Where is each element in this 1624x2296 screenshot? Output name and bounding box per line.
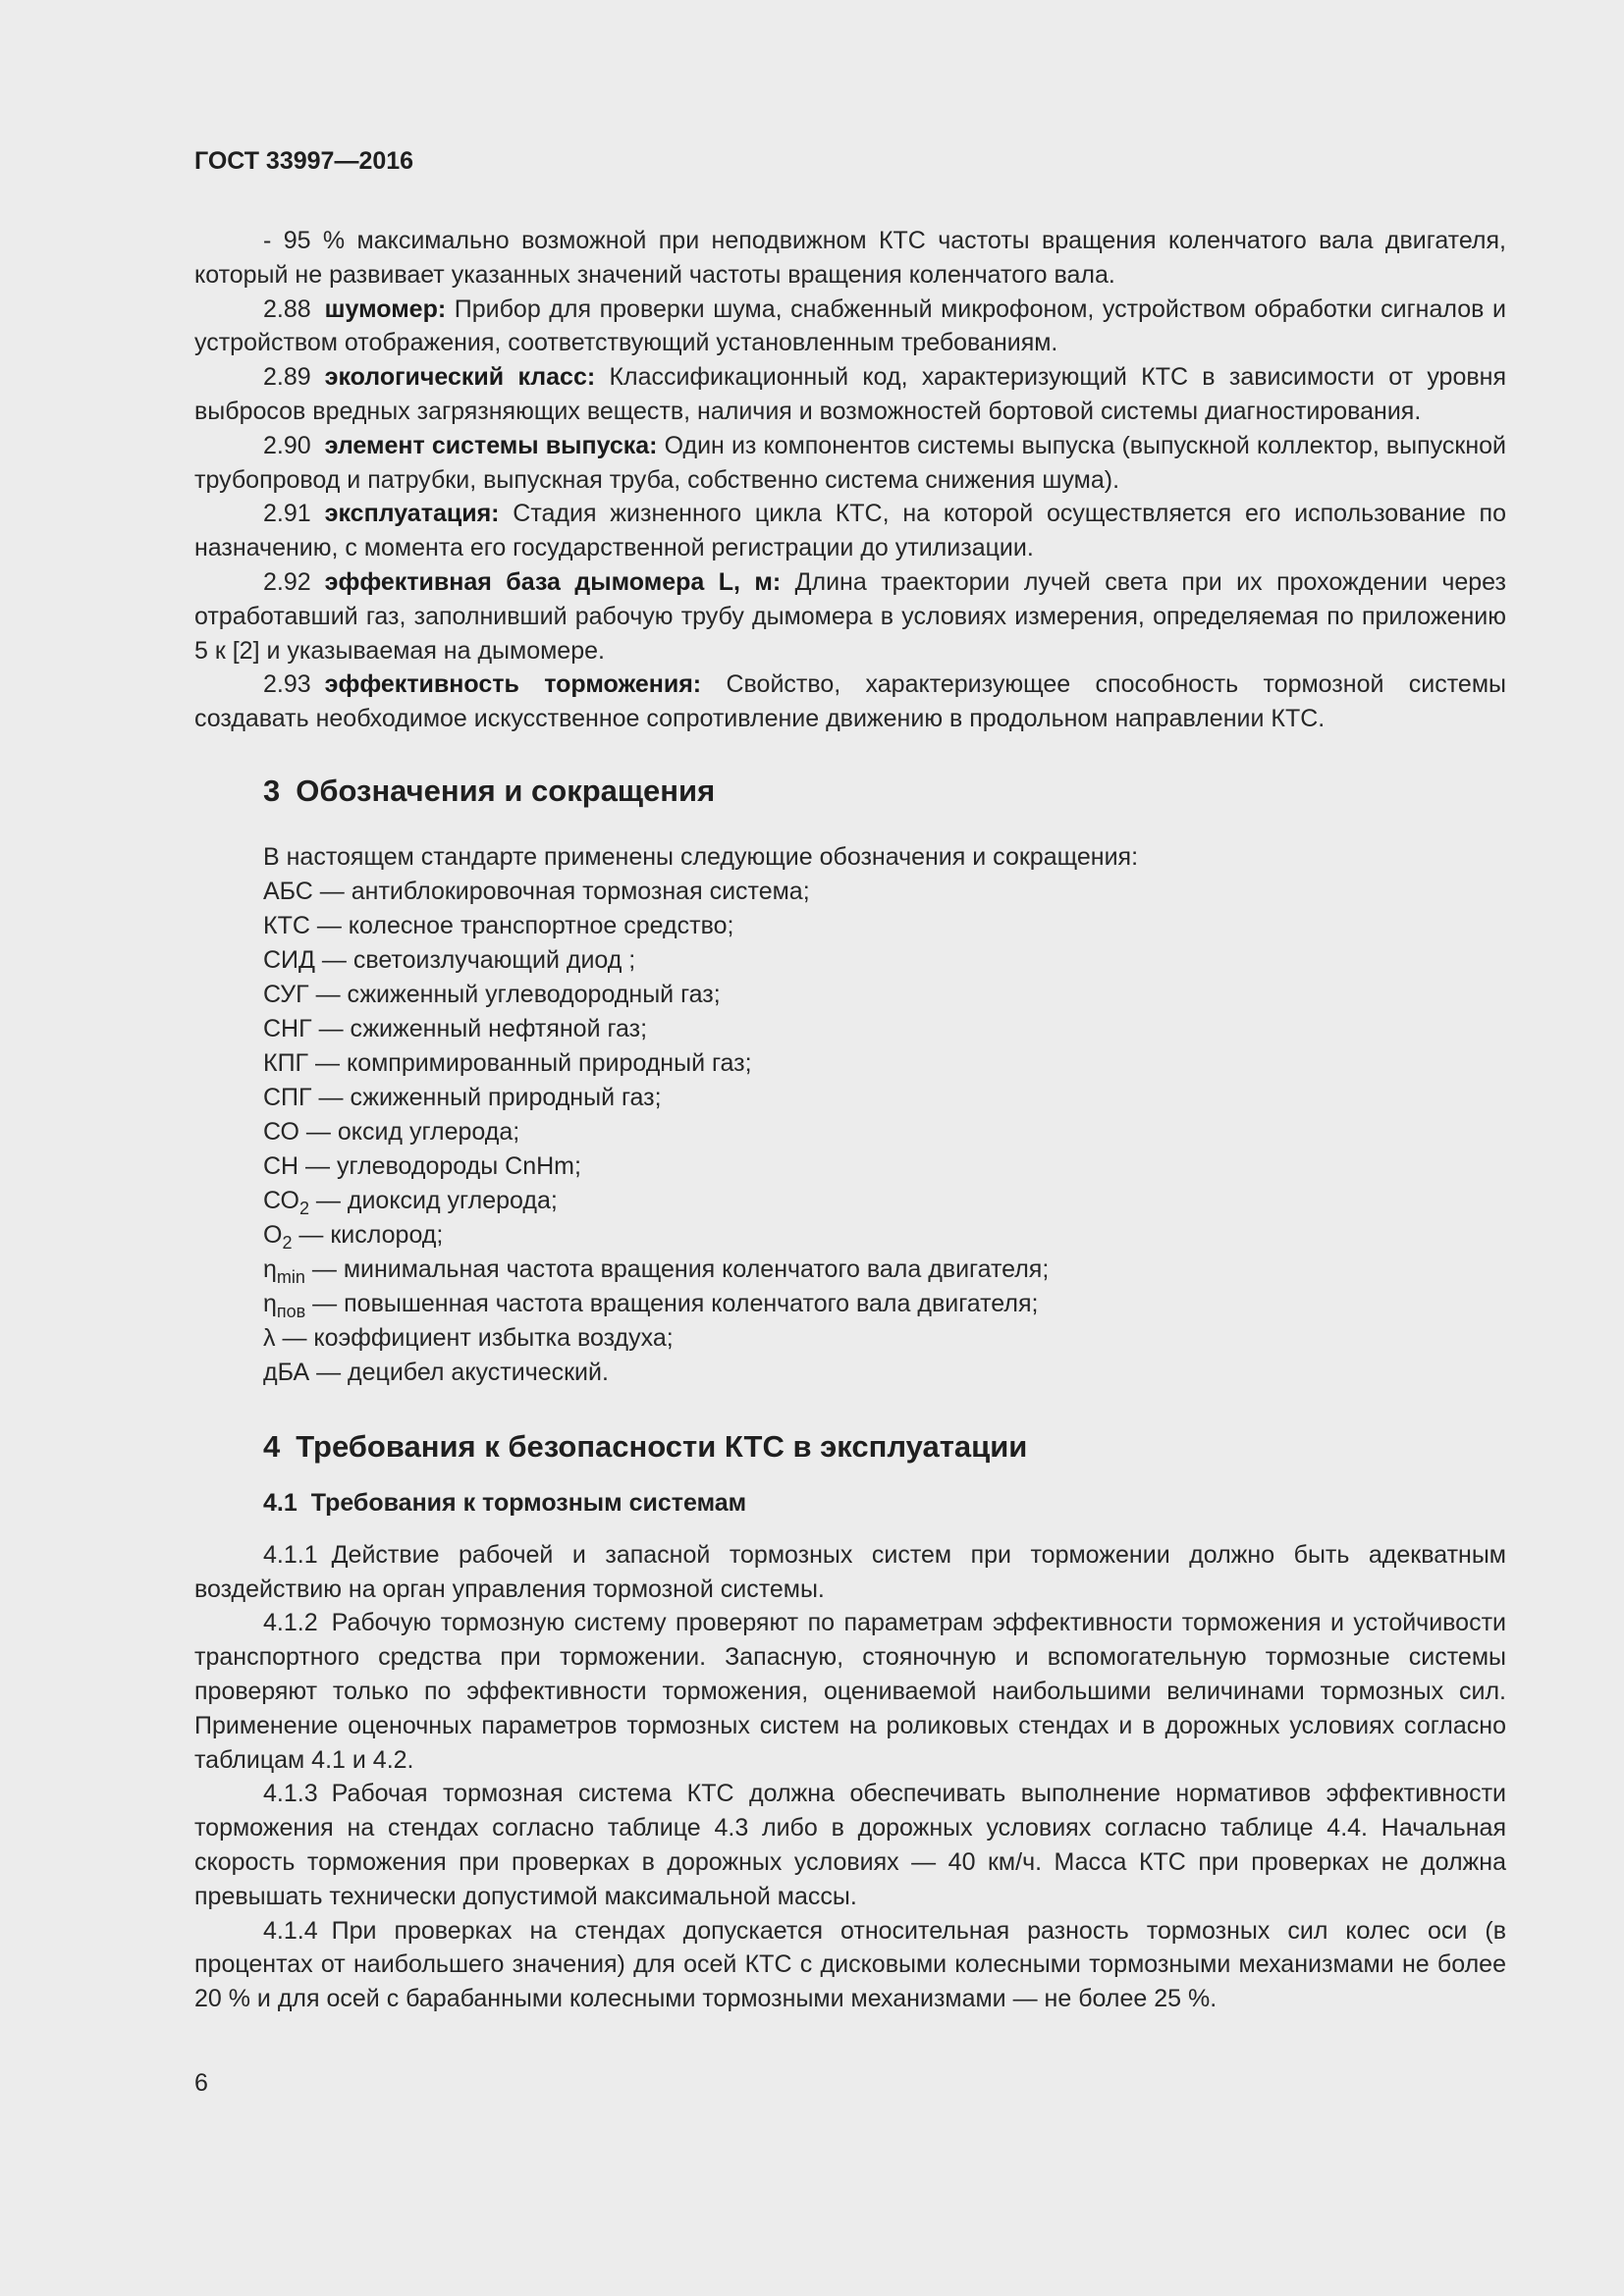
definition-2-93 [194, 667, 1506, 736]
abbreviation-meaning: — оксид углерода; [298, 1117, 520, 1146]
definition-2-90 [194, 429, 1506, 498]
abbreviation-meaning: — светоизлучающий диод ; [314, 945, 636, 974]
abbreviation-meaning: — коэффициент избытка воздуха; [275, 1323, 674, 1352]
definition-number: 2.93 [263, 670, 311, 699]
abbreviation: КТС [263, 911, 310, 939]
clause-4-1-3 [194, 1777, 1506, 1913]
list-item [263, 1081, 1506, 1115]
list-item [263, 1218, 1506, 1253]
clause-4-1-1 [194, 1538, 1506, 1607]
abbreviation: О [263, 1220, 283, 1249]
list-item [263, 1012, 1506, 1046]
clause-number: 4.1.4 [263, 1916, 318, 1945]
definition-number: 2.91 [263, 500, 311, 528]
abbreviation-subscript: min [276, 1266, 305, 1287]
definition-number: 2.92 [263, 567, 311, 596]
clause-4-1-4 [194, 1914, 1506, 2016]
document-body [194, 224, 1506, 2016]
abbreviation: СУГ [263, 980, 309, 1008]
abbreviation: СО [263, 1117, 299, 1146]
abbreviation-subscript: пов [276, 1301, 306, 1321]
abbreviation-intro: В настоящем стандарте применены следующие обозначения и сокращения: [263, 842, 1139, 871]
abbreviation-subscript: 2 [282, 1232, 293, 1253]
clause-4-1-2 [194, 1606, 1506, 1777]
subsection-4-1-heading [194, 1486, 1506, 1521]
definition-term: элемент системы выпуска: [324, 431, 658, 459]
abbreviation: СНГ [263, 1014, 312, 1042]
definition-term: эксплуатация: [324, 500, 500, 528]
list-item [263, 978, 1506, 1012]
definition-2-91 [194, 497, 1506, 565]
clause-text: Рабочая тормозная система КТС должна обеспечивать выполнение нормативов эффективности торможения на стендах согласно таблице 4.3 либо в дорожных условиях согласно таблице 4.4. Начальная скорость торможения при проверках в дорожных условиях — 40 км/ч. Масса КТС при проверках не должна превышать технически допустимой максимальной массы. [194, 1780, 1506, 1910]
abbreviation: СИД [263, 945, 315, 974]
definition-text: Стадия жизненного цикла КТС, на которой осуществляется его использование по назначению, с момента его государственной регистрации до утилизации. [194, 500, 1506, 562]
definition-text: Свойство, характеризующее способность тормозной системы создавать необходимое искусственное сопротивление движению в продольном направлении КТС. [194, 670, 1506, 733]
abbreviation-list [194, 840, 1506, 1390]
list-item [263, 875, 1506, 909]
definition-text: Прибор для проверки шума, снабженный микрофоном, устройством обработки сигналов и устройством отображения, соответствующий установленным требованиям. [194, 294, 1506, 357]
definition-number: 2.90 [263, 431, 311, 459]
abbreviation-meaning: — сжиженный углеводородный газ; [308, 980, 721, 1008]
abbreviation-meaning: — сжиженный природный газ; [311, 1083, 662, 1111]
list-item [263, 1149, 1506, 1184]
abbreviation: дБА [263, 1358, 310, 1386]
abbreviation: η [263, 1289, 277, 1317]
definition-number: 2.89 [263, 363, 311, 392]
list-item [263, 1184, 1506, 1218]
clause-text: Действие рабочей и запасной тормозных систем при торможении должно быть адекватным воздействию на орган управления тормозной системы. [194, 1540, 1506, 1603]
clause-text: Рабочую тормозную систему проверяют по параметрам эффективности торможения и устойчивости транспортного средства при торможении. Запасную, стояночную и вспомогательную тормозные системы проверяют только по эффективности торможения, оцениваемой наибольшими величинами тормозных сил. Применение оценочных параметров тормозных систем на роликовых стендах и в дорожных условиях согласно таблицам 4.1 и 4.2. [194, 1609, 1506, 1774]
definition-term: шумомер: [324, 294, 447, 323]
abbreviation-meaning: — компримированный природный газ; [308, 1048, 752, 1077]
abbreviation-meaning: — повышенная частота вращения коленчатого вала двигателя; [305, 1289, 1039, 1317]
abbreviation: АБС [263, 877, 313, 905]
abbreviation: η [263, 1255, 277, 1283]
abbreviation-meaning: — антиблокировочная тормозная система; [312, 877, 810, 905]
definition-2-88 [194, 293, 1506, 361]
definition-2-92 [194, 565, 1506, 667]
abbreviation-meaning: — минимальная частота вращения коленчатого вала двигателя; [304, 1255, 1050, 1283]
abbreviation: СПГ [263, 1083, 312, 1111]
section-title: Обозначения и сокращения [296, 773, 716, 808]
clause-number: 4.1.1 [263, 1540, 318, 1569]
definition-continuation: - 95 % максимально возможной при неподвижном КТС частоты вращения коленчатого вала двигателя, который не развивает указанных значений частоты вращения коленчатого вала. [194, 227, 1506, 289]
list-item [263, 1046, 1506, 1081]
list-item [263, 1115, 1506, 1149]
list-item [263, 943, 1506, 978]
definition-text: Классификационный код, характеризующий КТС в зависимости от уровня выбросов вредных загрязняющих веществ, наличия и возможностей бортовой системы диагностирования. [194, 363, 1506, 425]
abbreviation-meaning: — кислород; [292, 1220, 444, 1249]
definition-2-89 [194, 360, 1506, 429]
definition-term: эффективная база дымомера L, м: [324, 567, 782, 596]
definition-text: Один из компонентов системы выпуска (выпускной коллектор, выпускной трубопровод и патрубки, выпускная труба, собственно система снижения шума). [194, 431, 1506, 494]
abbreviation-meaning: — сжиженный нефтяной газ; [311, 1014, 648, 1042]
abbreviation-meaning: — углеводороды CnHm; [298, 1151, 581, 1180]
abbreviation: СО [263, 1186, 299, 1214]
abbreviation-subscript: 2 [298, 1198, 309, 1218]
section-number: 3 [263, 773, 281, 808]
clause-number: 4.1.3 [263, 1780, 318, 1808]
definition-term: экологический класс: [324, 363, 596, 392]
list-item [263, 1356, 1506, 1390]
abbreviation-meaning: — децибел акустический. [309, 1358, 609, 1386]
section-title: Требования к безопасности КТС в эксплуатации [296, 1428, 1028, 1464]
abbreviation-meaning: — диоксид углерода; [308, 1186, 558, 1214]
list-item [263, 1287, 1506, 1321]
list-item [263, 1253, 1506, 1287]
page-number: 6 [194, 2069, 208, 2097]
definition-text: Длина траектории лучей света при их прохождении через отработавший газ, заполнивший рабочую трубу дымомера в условиях измерения, определяемая по приложению 5 к [2] и указываемая на дымомере. [194, 567, 1506, 665]
abbreviation: СН [263, 1151, 299, 1180]
section-number: 4 [263, 1428, 281, 1464]
subsection-title: Требования к тормозным системам [310, 1488, 747, 1517]
section-4-heading [194, 1427, 1506, 1467]
clause-number: 4.1.2 [263, 1609, 318, 1637]
subsection-number: 4.1 [263, 1488, 298, 1517]
section-3-heading [194, 772, 1506, 811]
definition-number: 2.88 [263, 294, 311, 323]
clause-text: При проверках на стендах допускается относительная разность тормозных сил колес оси (в процентах от наибольшего значения) для осей КТС с дисковыми колесными тормозными механизмами не более 20 % и для осей с барабанными колесными тормозными механизмами — не более 25 %. [194, 1916, 1506, 2013]
list-item [263, 1321, 1506, 1356]
abbreviation-meaning: — колесное транспортное средство; [309, 911, 734, 939]
list-item [263, 909, 1506, 943]
document-header: ГОСТ 33997—2016 [194, 147, 414, 175]
definition-term: эффективность торможения: [324, 670, 702, 699]
abbreviation: КПГ [263, 1048, 309, 1077]
abbreviation: λ [263, 1323, 276, 1352]
